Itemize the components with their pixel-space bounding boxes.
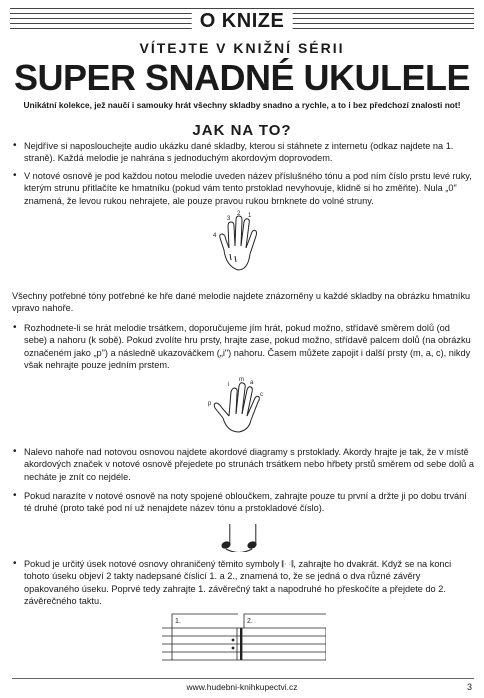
finger-label-c: c xyxy=(260,392,263,398)
footer-url[interactable]: www.hudebni-knihkupectvi.cz xyxy=(186,682,298,692)
staff-line xyxy=(10,8,474,9)
paragraph-repeats: • Pokud je určitý úsek notové osnovy ohraničený těmito symboly 𝄆 𝄇, zahrajte ho dvakrát. Když se na konci tohoto úseku objeví 2 takty nadepsané číslicí 1. a 2., znamená to, že se jedná o dva různé závěry opakovaného úseku. Poprvé tedy zahrajte 1. závěrečný takt a napodruhé ho přeskočíte a přejdete do 2. závěrečného taktu. xyxy=(12,558,474,608)
paragraph-audio: • Nejdříve si naposlouchejte audio ukázku dané skladby, kterou si stáhnete z internetu (odkaz najdete na 1. straně). Každá melodie je nahrána s jednoduchým akordovým doprovodem. xyxy=(12,140,474,165)
finger-label-4: 4 xyxy=(213,233,217,239)
volta-first-label: 1. xyxy=(175,618,181,625)
finger-label-2: 2 xyxy=(237,211,241,217)
volta-second-label: 2. xyxy=(247,618,253,625)
header-title: O KNIZE xyxy=(192,10,293,33)
finger-label-p: p xyxy=(208,401,212,407)
paragraph-fingering: • V notové osnově je pod každou notou melodie uveden název příslušného tónu a pod ním číslo prstu levé ruky, kterým strunu přitlačíte ke hmatníku (pokud vám tento prstoklad nevyhovuje, klidně si ho změňte). Nula „0" znamená, že levou rukou nehrajete, ale pouze pravou rukou brnknete do volné struny. xyxy=(12,170,474,207)
page-title: SUPER SNADNÉ UKULELE xyxy=(13,57,471,98)
volta-illustration xyxy=(162,610,326,668)
tied-notes-illustration xyxy=(214,520,266,552)
left-hand-illustration xyxy=(210,210,270,274)
header-staff xyxy=(10,8,474,34)
right-hand-illustration xyxy=(205,374,275,436)
paragraph-chords: • Nalevo nahoře nad notovou osnovou najdete akordové diagramy s prstoklady. Akordy hrajte je tak, že v místě akordových značek v notové osnově přejedete po strunách trsátkem nebo hřbety prstů směrem od sebe dolů a necháte je znít co nejdéle. xyxy=(12,446,474,483)
intro-text: Unikátní kolekce, jež naučí i samouky hrát všechny skladby snadno a rychle, a to i bez předchozí znalosti not! xyxy=(23,100,461,110)
series-subtitle: VÍTEJTE V KNIŽNÍ SÉRII xyxy=(139,40,345,56)
paragraph-ties: • Pokud narazíte v notové osnově na noty spojené obloučkem, zahrajte pouze tu první a držte ji po dobu trvání té druhé (proto také pod ní už nenajdete název tónu a prstokladové číslo). xyxy=(12,490,474,515)
finger-label-1: 1 xyxy=(248,213,252,219)
finger-label-m: m xyxy=(239,377,244,383)
page-number: 3 xyxy=(466,682,472,692)
finger-label-a: a xyxy=(250,380,254,386)
paragraph-fretboard: Všechny potřebné tóny potřebné ke hře dané melodie najdete znázorněny u každé skladby na obrázku hmatníku vpravo nahoře. xyxy=(12,291,471,314)
footer-divider xyxy=(12,678,474,679)
paragraph-picking: • Rozhodnete-li se hrát melodie trsátkem, doporučujeme jím hrát, pokud možno, střídavě směrem dolů (od sebe) a nahoru (k sobě). Pokud zvolíte hru prsty, hrajte zase, pokud možno, střídavě palcem dolů (na obrázku označeném jako „p") a následně ukazováčkem („i") nahoru. Časem můžete zapojit i další prsty (m, a, c), nikdy však nehrajte pouze jedním prstem. xyxy=(12,322,474,372)
section-heading: JAK NA TO? xyxy=(192,122,292,139)
finger-label-i: i xyxy=(228,382,230,388)
finger-label-3: 3 xyxy=(227,216,231,222)
